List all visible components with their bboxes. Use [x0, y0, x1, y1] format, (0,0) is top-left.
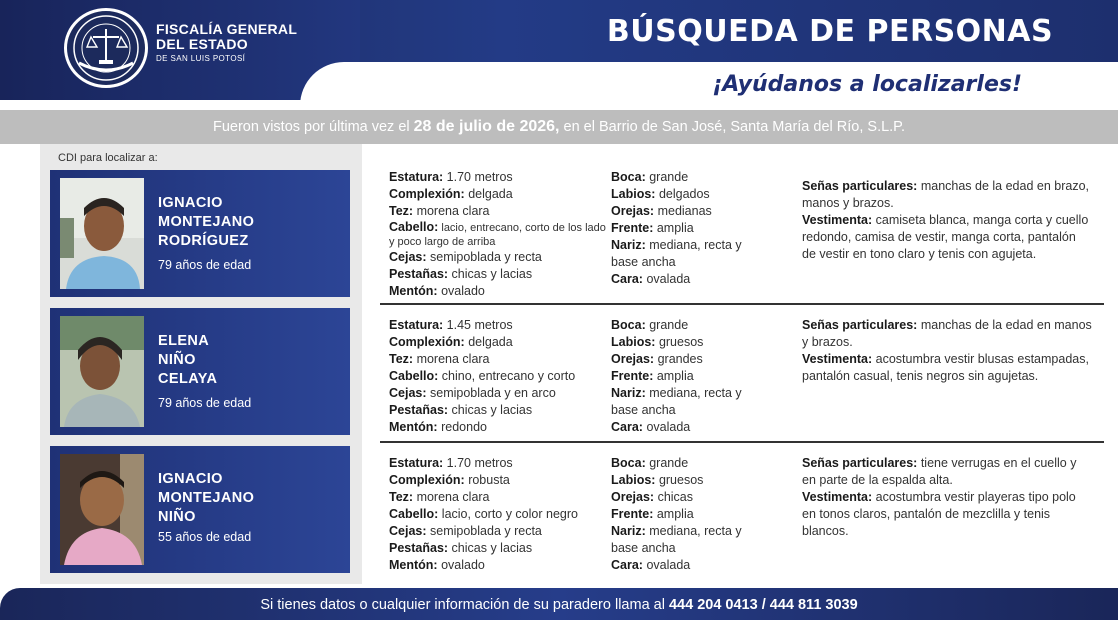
person-3-physical-a: Estatura: 1.70 metros Complexión: robusta Tez: morena clara Cabello: lacio, corto y color negro Cejas: semipoblada y recta Pestañas: chicas y lacias Mentón: ovalado: [389, 456, 578, 572]
org-line-2: DEL ESTADO: [156, 36, 248, 52]
cdi-label: CDI para localizar a:: [58, 152, 158, 164]
person-card-1: [50, 170, 350, 297]
person-photo-3: [60, 454, 144, 565]
footer-phones: 444 204 0413 / 444 811 3039: [668, 597, 858, 613]
person-3-physical-b: Boca: grande Labios: gruesos Orejas: chicas Frente: amplia Nariz: mediana, recta y base ancha Cara: ovalada: [611, 456, 742, 572]
person-photo-1: [60, 178, 144, 289]
person-name-2: ELENA NIÑO CELAYA: [158, 333, 218, 387]
person-age-2: 79 años de edad: [158, 396, 252, 410]
org-line-1: FISCALÍA GENERAL: [156, 21, 298, 37]
last-seen-prefix: Fueron vistos por última vez el: [212, 119, 414, 135]
person-age-1: 79 años de edad: [158, 258, 252, 272]
last-seen-suffix: en el Barrio de San José, Santa María del Río, S.L.P.: [559, 119, 906, 135]
last-seen-bar: [0, 110, 1118, 144]
person-name-3: IGNACIO MONTEJANO NIÑO: [158, 471, 255, 525]
last-seen-date: 28 de julio de 2026,: [413, 118, 560, 135]
person-card-2: [50, 308, 350, 435]
row-separator-1: [380, 303, 1104, 305]
header: [0, 0, 1118, 108]
row-separator-2: [380, 441, 1104, 443]
footer-text: Si tienes datos o cualquier información de su paradero llama al: [260, 597, 669, 613]
person-1-physical-b: Boca: grande Labios: delgados Orejas: medianas Frente: amplia Nariz: mediana, recta y base ancha Cara: ovalada: [611, 170, 742, 286]
person-card-3: [50, 446, 350, 573]
person-2-marks: Señas particulares: manchas de la edad en manos y brazos. Vestimenta: acostumbra vestir blusas estampadas, pantalón casual, tenis negros sin agujetas.: [802, 318, 1092, 383]
person-2-physical-b: Boca: grande Labios: gruesos Orejas: grandes Frente: amplia Nariz: mediana, recta y base ancha Cara: ovalada: [611, 318, 742, 434]
person-photo-2: [60, 316, 144, 427]
fiscalia-seal-icon: [64, 8, 148, 88]
person-2-physical-a: Estatura: 1.45 metros Complexión: delgada Tez: morena clara Cabello: chino, entrecano y corto Cejas: semipoblada y en arco Pestañas: chicas y lacias Mentón: redondo: [389, 318, 576, 434]
org-name: [156, 22, 297, 63]
person-age-3: 55 años de edad: [158, 530, 252, 544]
contact-footer: [0, 588, 1118, 620]
person-1-marks: Señas particulares: manchas de la edad en brazo, manos y brazos. Vestimenta: camiseta blanca, manga corta y cuello redondo, camisa de vestir, manga corta, pantalón de vestir en tono claro y tenis con agujeta.: [802, 179, 1089, 261]
person-name-1: IGNACIO MONTEJANO RODRÍGUEZ: [158, 195, 255, 249]
person-3-marks: Señas particulares: tiene verrugas en el cuello y en parte de la espalda alta. Vestimenta: acostumbra vestir playeras tipo polo en tonos claros, pantalón de mezclilla y tenis blancos.: [802, 456, 1077, 538]
page-subtitle: ¡Ayúdanos a localizarles!: [712, 72, 1022, 97]
page-title: BÚSQUEDA DE PERSONAS: [606, 14, 1054, 49]
org-line-3: DE SAN LUIS POTOSÍ: [156, 54, 246, 63]
person-1-physical-a: Estatura: 1.70 metros Complexión: delgada Tez: morena clara Cabello: lacio, entrecano, corto de los lado y poco largo de arriba Cejas: semipoblada y recta Pestañas: chicas y lacias Mentón: ovalado: [389, 170, 606, 298]
